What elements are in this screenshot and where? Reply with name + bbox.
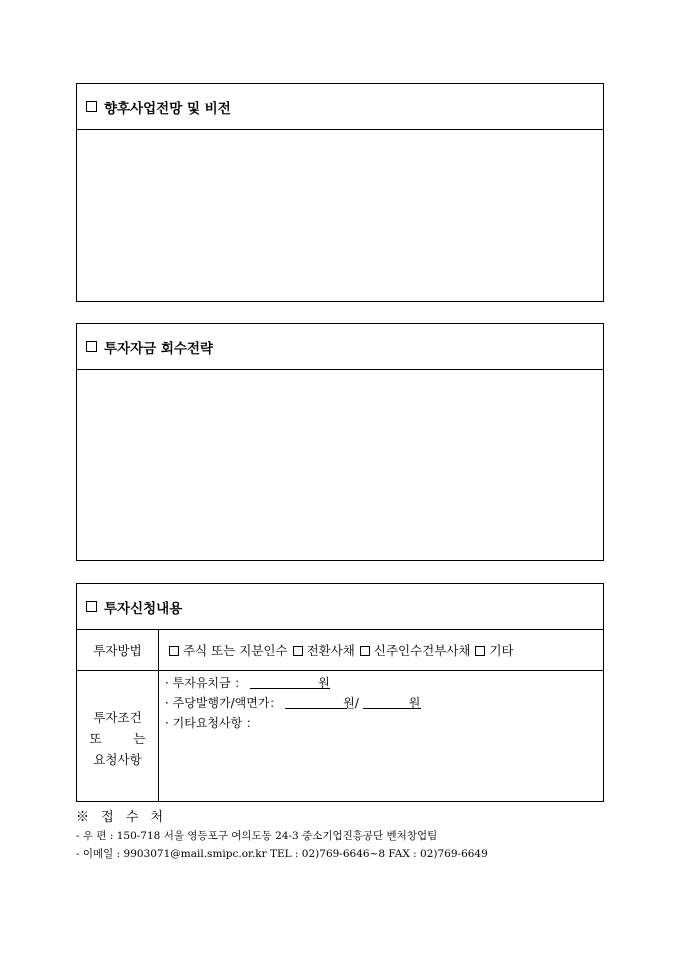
checkbox-icon[interactable] (475, 646, 485, 656)
reception-info (76, 806, 488, 861)
option-convertible-bond[interactable]: 전환사채 (293, 641, 355, 659)
investment-conditions-row (77, 671, 603, 801)
checkbox-icon[interactable] (360, 646, 370, 656)
vision-content-area[interactable] (77, 130, 603, 300)
checkbox-square-icon (86, 601, 97, 612)
issue-price-field[interactable] (285, 695, 347, 709)
investment-method-options (169, 630, 519, 670)
vision-section-header (77, 84, 603, 130)
option-bond-with-warrant[interactable]: 신주인수건부사채 (360, 641, 471, 659)
contact-info: - 이메일 : 9903071@mail.smipc.or.kr TEL : 02)769-6646~8 FAX : 02)769-6649 (76, 848, 488, 860)
investment-conditions-label: 투자조건 또 는 요청사항 (77, 671, 159, 801)
application-section (76, 583, 604, 802)
other-request-line: · 기타요청사항 ： (165, 716, 259, 730)
checkbox-square-icon (86, 341, 97, 352)
investment-conditions-content (165, 673, 420, 733)
application-section-title: 투자신청내용 (104, 600, 183, 617)
amount-line: · 투자유치금 ： 원 (165, 676, 330, 690)
option-other[interactable]: 기타 (475, 641, 513, 659)
checkbox-square-icon (86, 101, 97, 112)
checkbox-icon[interactable] (293, 646, 303, 656)
investment-method-label: 투자방법 (77, 630, 159, 670)
recovery-section-title: 투자자금 회수전략 (104, 340, 214, 357)
option-stock[interactable]: 주식 또는 지분인수 (169, 641, 288, 659)
vision-section (76, 83, 604, 302)
recovery-content-area[interactable] (77, 370, 603, 558)
recovery-section-header (77, 324, 603, 370)
investment-method-row (77, 630, 603, 671)
recovery-section (76, 323, 604, 561)
vision-section-title: 향후사업전망 및 비전 (104, 100, 231, 117)
reception-title: ※ 접 수 처 (76, 810, 168, 825)
checkbox-icon[interactable] (169, 646, 179, 656)
postal-address: - 우 편 : 150-718 서울 영등포구 여의도동 24-3 중소기업진흥공단 벤처창업팀 (76, 830, 438, 842)
price-line: · 주당발행가/액면가： 원/ 원 (165, 696, 421, 710)
application-section-header (77, 584, 603, 630)
